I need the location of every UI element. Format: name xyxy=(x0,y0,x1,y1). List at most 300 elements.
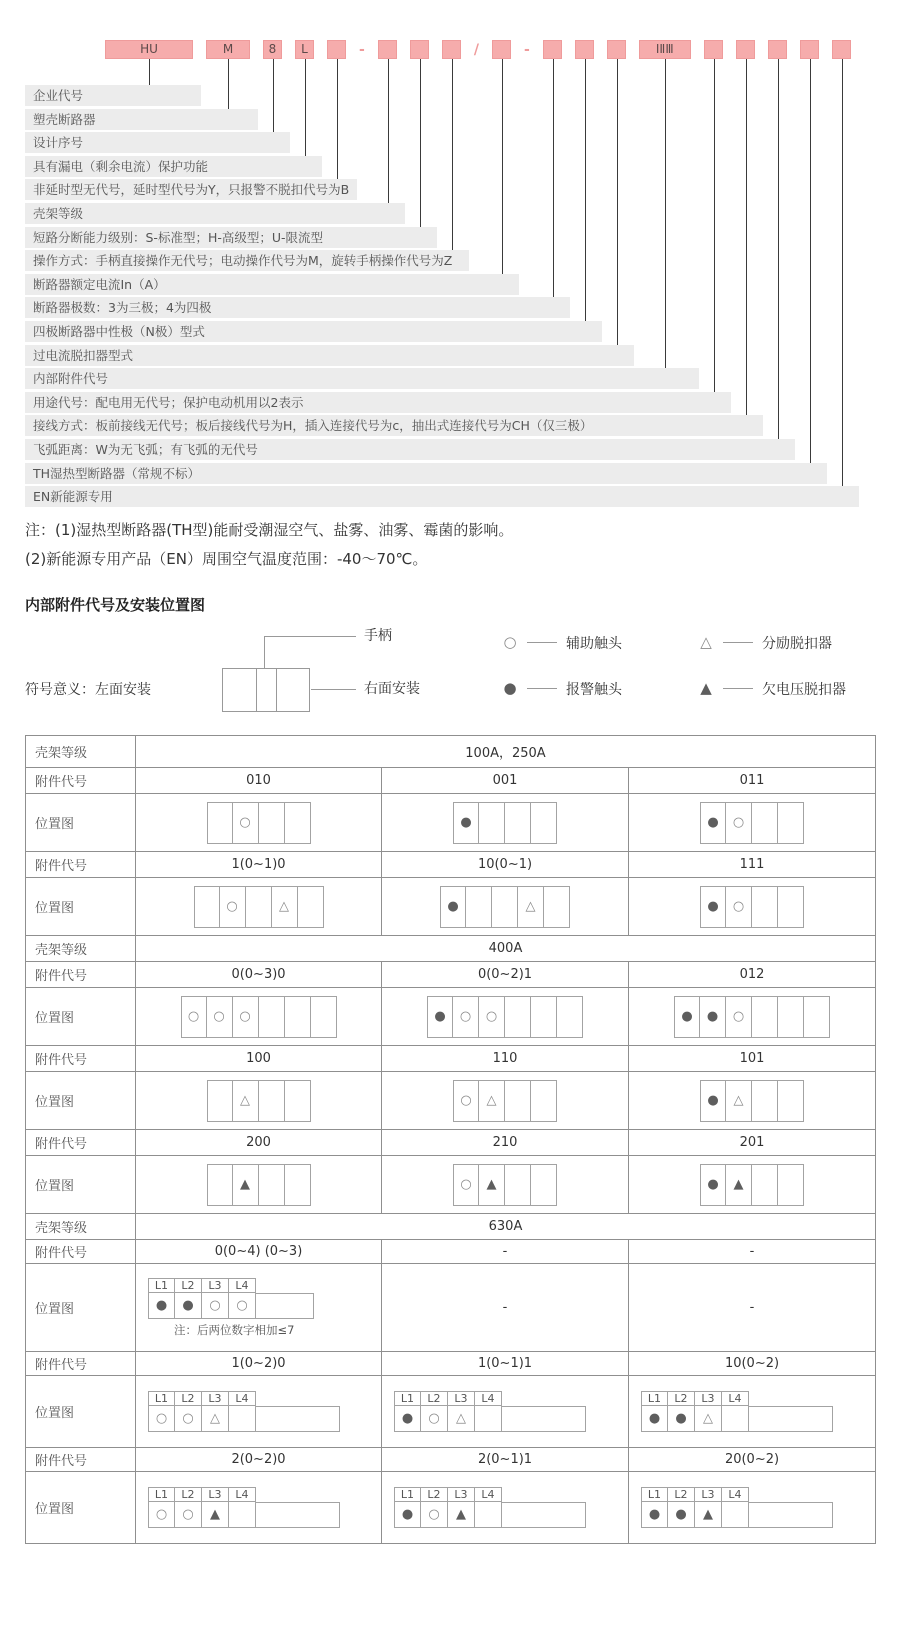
frame-grade-value: 100A，250A xyxy=(136,736,876,768)
code-separator: - xyxy=(359,41,365,58)
compartment xyxy=(479,1080,505,1122)
accessory-code-value: 0(0~3)0 xyxy=(136,962,382,988)
row-header-cell: 位置图 xyxy=(26,1472,136,1544)
code-box-L: L xyxy=(295,40,314,59)
compartment xyxy=(778,886,804,928)
symbol-meaning-label: 符号意义：左面安装 xyxy=(25,682,151,698)
shunt-release-symbol: △ xyxy=(240,1093,250,1108)
accessory-code-value: 10(0~2) xyxy=(629,1352,876,1376)
alarm-contact-symbol: ● xyxy=(182,1297,194,1313)
compartment xyxy=(804,996,830,1038)
alarm-contact-symbol: ● xyxy=(681,1009,693,1024)
nomenclature-label: 具有漏电（剩余电流）保护功能 xyxy=(25,156,322,177)
pole-header-cell: L2 xyxy=(668,1487,695,1502)
pole-header-cell: L3 xyxy=(695,1487,722,1502)
aux-contact-symbol: ○ xyxy=(209,1297,221,1313)
frame-grade-value: 400A xyxy=(136,936,876,962)
shunt-release-symbol: △ xyxy=(525,899,536,914)
undervoltage-release-symbol: ▲ xyxy=(456,1507,466,1522)
aux-contact-symbol: ○ xyxy=(732,899,745,914)
row-header-cell: 位置图 xyxy=(26,988,136,1046)
accessory-code-value: 1(0~1)1 xyxy=(382,1352,629,1376)
accessory-code-value: 0(0~2)1 xyxy=(382,962,629,988)
position-diagram-cell xyxy=(382,1156,629,1214)
pole-header-cell: L3 xyxy=(202,1278,229,1293)
aux-contact-symbol: ○ xyxy=(226,899,238,914)
position-diagram xyxy=(440,886,570,928)
position-diagram-cell xyxy=(136,1156,382,1214)
shunt-release-symbol: △ xyxy=(456,1411,466,1426)
position-diagram-cell xyxy=(629,988,876,1046)
row-header-cell: 壳架等级 xyxy=(26,936,136,962)
handle-label: 手柄 xyxy=(364,628,392,644)
connector-line xyxy=(305,59,306,156)
compartment xyxy=(531,802,557,844)
row-header-cell: 附件代号 xyxy=(26,1448,136,1472)
code-separator: / xyxy=(473,41,479,58)
compartment xyxy=(259,996,285,1038)
alarm-contact-symbol: ● xyxy=(460,815,472,830)
pole-header-cell: L2 xyxy=(668,1391,695,1406)
position-diagram-cell xyxy=(382,1072,629,1130)
accessory-code-value: 012 xyxy=(629,962,876,988)
compartment xyxy=(700,1164,726,1206)
row-header-cell: 附件代号 xyxy=(26,1352,136,1376)
connector-line xyxy=(585,59,586,321)
nomenclature-label: 接线方式：板前接线无代号；板后接线代号为H，插入连接代号为c，抽出式连接代号为CH（仅三极） xyxy=(25,415,763,436)
position-diagram xyxy=(207,1164,311,1206)
compartment-tail xyxy=(256,1406,340,1432)
position-diagram-4pole xyxy=(148,1487,340,1528)
pole-header-cell: L3 xyxy=(202,1487,229,1502)
compartment xyxy=(394,1502,421,1528)
compartment xyxy=(148,1502,175,1528)
compartment xyxy=(229,1293,256,1319)
compartment xyxy=(726,996,752,1038)
frame-grade-value: 630A xyxy=(136,1214,876,1240)
pole-header-cell: L1 xyxy=(641,1487,668,1502)
row-header-cell: 位置图 xyxy=(26,1156,136,1214)
alarm-contact-symbol: ● xyxy=(401,1411,414,1426)
compartment xyxy=(492,886,518,928)
pole-header-cell: L2 xyxy=(421,1391,448,1406)
code-box-blank xyxy=(575,40,594,59)
compartment xyxy=(726,886,752,928)
code-box-blank xyxy=(607,40,626,59)
compartment xyxy=(448,1406,475,1432)
legend-item xyxy=(698,679,846,698)
compartment-tail xyxy=(749,1406,833,1432)
pole-header-cell: L4 xyxy=(475,1391,502,1406)
accessory-code-value: 200 xyxy=(136,1130,382,1156)
compartment xyxy=(229,1502,256,1528)
alarm-contact-symbol: ● xyxy=(707,899,719,914)
pole-header-cell: L2 xyxy=(421,1487,448,1502)
legend-item-label: 分励脱扣器 xyxy=(762,635,832,652)
legend-item xyxy=(502,679,698,698)
compartment xyxy=(695,1406,722,1432)
compartment xyxy=(466,886,492,928)
diagram-note: 注：后两位数字相加≤7 xyxy=(174,1322,295,1337)
code-box-blank xyxy=(327,40,346,59)
nomenclature-label: 过电流脱扣器型式 xyxy=(25,345,634,366)
alarm-contact-symbol: ● xyxy=(648,1507,661,1522)
position-diagram xyxy=(194,886,324,928)
row-header-cell: 位置图 xyxy=(26,1264,136,1352)
aux-contact-symbol: ○ xyxy=(428,1411,440,1426)
position-diagram-cell xyxy=(629,794,876,852)
compartment xyxy=(421,1406,448,1432)
compartment xyxy=(233,802,259,844)
compartment xyxy=(752,886,778,928)
code-box-blank xyxy=(736,40,755,59)
legend-item-label: 欠电压脱扣器 xyxy=(762,681,846,698)
compartment xyxy=(259,802,285,844)
legend-dash xyxy=(527,642,557,643)
compartment-tail xyxy=(502,1502,586,1528)
code-box-blank xyxy=(378,40,397,59)
compartment xyxy=(722,1406,749,1432)
alarm-contact-symbol: ● xyxy=(503,679,517,697)
nomenclature-label: 断路器极数：3为三极；4为四极 xyxy=(25,297,570,318)
compartment xyxy=(475,1406,502,1432)
compartment xyxy=(207,802,233,844)
connector-line xyxy=(714,59,715,392)
code-separator: - xyxy=(523,41,530,58)
pole-header-cell: L3 xyxy=(448,1391,475,1406)
compartment xyxy=(440,886,466,928)
alarm-contact-symbol: ● xyxy=(707,1177,719,1192)
compartment xyxy=(148,1406,175,1432)
accessory-table-body xyxy=(26,736,876,1544)
position-diagram xyxy=(207,802,311,844)
alarm-contact-symbol: ● xyxy=(706,1009,719,1024)
connector-line xyxy=(842,59,843,486)
row-header-cell: 附件代号 xyxy=(26,852,136,878)
nomenclature-label: 操作方式：手柄直接操作无代号；电动操作代号为M，旋转手柄操作代号为Z xyxy=(25,250,469,271)
position-diagram-cell xyxy=(136,878,382,936)
compartment xyxy=(311,996,337,1038)
connector-line xyxy=(746,59,747,415)
aux-contact-symbol: ○ xyxy=(182,1411,194,1426)
aux-contact-symbol: ○ xyxy=(213,1009,225,1024)
breaker-outline-diagram xyxy=(222,668,310,712)
compartment xyxy=(505,802,531,844)
pole-header-cell: L4 xyxy=(722,1391,749,1406)
alarm-contact-symbol: ● xyxy=(707,1093,719,1108)
symbol-legend xyxy=(502,633,846,698)
compartment xyxy=(641,1502,668,1528)
pole-header-cell: L3 xyxy=(448,1487,475,1502)
position-diagram-cell xyxy=(629,1072,876,1130)
compartment xyxy=(531,1080,557,1122)
position-diagram-cell xyxy=(136,1264,382,1352)
compartment xyxy=(479,802,505,844)
code-box-blank xyxy=(442,40,461,59)
compartment xyxy=(726,1164,752,1206)
position-diagram-cell xyxy=(629,878,876,936)
connector-line xyxy=(149,59,150,85)
position-diagram-4pole xyxy=(394,1487,586,1528)
connector-line xyxy=(273,59,274,132)
row-header-cell: 壳架等级 xyxy=(26,1214,136,1240)
position-diagram-cell xyxy=(382,988,629,1046)
accessory-table xyxy=(25,735,876,1544)
code-box-blank xyxy=(410,40,429,59)
compartment xyxy=(427,996,453,1038)
accessory-code-value: 110 xyxy=(382,1046,629,1072)
compartment-tail xyxy=(256,1293,314,1319)
compartment xyxy=(505,1080,531,1122)
connector-line xyxy=(553,59,554,297)
position-diagram-cell xyxy=(136,988,382,1046)
position-diagram-cell xyxy=(382,878,629,936)
connector-line xyxy=(337,59,338,179)
code-box-8: 8 xyxy=(263,40,282,59)
position-diagram xyxy=(453,1080,557,1122)
nomenclature-label: 企业代号 xyxy=(25,85,201,106)
code-box-HU: HU xyxy=(105,40,193,59)
row-header-cell: 附件代号 xyxy=(26,1240,136,1264)
accessory-code-value: 0(0~4) (0~3) xyxy=(136,1240,382,1264)
compartment xyxy=(285,996,311,1038)
accessory-code-value: 010 xyxy=(136,768,382,794)
compartment-tail xyxy=(256,1502,340,1528)
compartment xyxy=(674,996,700,1038)
legend-dash xyxy=(723,642,753,643)
pole-header-cell: L1 xyxy=(148,1278,175,1293)
compartment xyxy=(544,886,570,928)
position-diagram xyxy=(453,1164,557,1206)
section-title: 内部附件代号及安装位置图 xyxy=(25,596,206,614)
accessory-code-value: - xyxy=(382,1240,629,1264)
compartment xyxy=(557,996,583,1038)
code-box-blank xyxy=(543,40,562,59)
pole-header-cell: L1 xyxy=(148,1487,175,1502)
legend-item-label: 辅助触头 xyxy=(566,635,622,652)
pole-header-cell: L1 xyxy=(394,1391,421,1406)
accessory-code-value: 100 xyxy=(136,1046,382,1072)
accessory-code-value: 210 xyxy=(382,1130,629,1156)
position-diagram-cell xyxy=(382,1376,629,1448)
compartment xyxy=(479,1164,505,1206)
undervoltage-release-symbol: ▲ xyxy=(700,679,712,697)
compartment xyxy=(394,1406,421,1432)
alarm-contact-symbol: ● xyxy=(447,899,459,914)
code-box-M: M xyxy=(206,40,250,59)
compartment xyxy=(175,1293,202,1319)
alarm-contact-symbol: ● xyxy=(401,1507,414,1522)
shunt-release-symbol: △ xyxy=(700,633,712,651)
accessory-code-value: 111 xyxy=(629,852,876,878)
code-box-blank xyxy=(832,40,851,59)
aux-contact-symbol: ○ xyxy=(460,1177,472,1192)
pole-header-cell: L4 xyxy=(722,1487,749,1502)
compartment xyxy=(505,1164,531,1206)
aux-contact-symbol: ○ xyxy=(428,1507,440,1522)
note-line-2: (2)新能源专用产品（EN）周围空气温度范围：-40～70℃。 xyxy=(25,550,428,568)
row-header-cell: 附件代号 xyxy=(26,1130,136,1156)
connector-line xyxy=(228,59,229,109)
accessory-code-value: 20(0~2) xyxy=(629,1448,876,1472)
compartment xyxy=(475,1502,502,1528)
aux-contact-symbol: ○ xyxy=(239,1009,251,1024)
alarm-contact-symbol: ● xyxy=(675,1507,687,1522)
pole-header-cell: L2 xyxy=(175,1278,202,1293)
accessory-code-value: 2(0~2)0 xyxy=(136,1448,382,1472)
accessory-code-value: 1(0~1)0 xyxy=(136,852,382,878)
position-diagram-cell xyxy=(136,794,382,852)
row-header-cell: 附件代号 xyxy=(26,768,136,794)
position-diagram-cell xyxy=(136,1472,382,1544)
compartment xyxy=(695,1502,722,1528)
shunt-release-symbol: △ xyxy=(703,1411,713,1426)
pole-header-cell: L3 xyxy=(202,1391,229,1406)
compartment xyxy=(285,1080,311,1122)
compartment xyxy=(668,1406,695,1432)
accessory-code-value: - xyxy=(629,1240,876,1264)
compartment xyxy=(220,886,246,928)
shunt-release-symbol: △ xyxy=(279,899,289,914)
compartment xyxy=(148,1293,175,1319)
position-diagram-cell: - xyxy=(382,1264,629,1352)
code-box-blank xyxy=(768,40,787,59)
position-diagram xyxy=(700,802,804,844)
position-diagram xyxy=(700,1080,804,1122)
position-diagram-cell xyxy=(382,1472,629,1544)
nomenclature-label: 断路器额定电流In（A） xyxy=(25,274,519,295)
shunt-release-symbol: △ xyxy=(486,1093,497,1108)
pole-header-cell: L2 xyxy=(175,1487,202,1502)
nomenclature-label: 非延时型无代号，延时型代号为Y，只报警不脱扣代号为B xyxy=(25,179,357,200)
compartment xyxy=(726,1080,752,1122)
compartment xyxy=(421,1502,448,1528)
nomenclature-label: 塑壳断路器 xyxy=(25,109,258,130)
code-row xyxy=(105,40,851,59)
position-diagram xyxy=(427,996,583,1038)
shunt-release-symbol: △ xyxy=(210,1411,220,1426)
nomenclature-label: 用途代号：配电用无代号；保护电动机用以2表示 xyxy=(25,392,731,413)
pole-header-cell: L4 xyxy=(229,1391,256,1406)
accessory-code-value: 011 xyxy=(629,768,876,794)
row-header-cell: 壳架等级 xyxy=(26,736,136,768)
compartment xyxy=(233,1164,259,1206)
accessory-code-value: 001 xyxy=(382,768,629,794)
compartment xyxy=(285,1164,311,1206)
pole-header-cell: L4 xyxy=(229,1487,256,1502)
aux-contact-symbol: ○ xyxy=(460,1093,472,1108)
position-diagram xyxy=(207,1080,311,1122)
alarm-contact-symbol: ● xyxy=(675,1411,687,1426)
compartment xyxy=(641,1406,668,1432)
compartment-tail xyxy=(502,1406,586,1432)
compartment xyxy=(259,1080,285,1122)
aux-contact-symbol: ○ xyxy=(182,1507,194,1522)
position-diagram-cell: - xyxy=(629,1264,876,1352)
compartment xyxy=(518,886,544,928)
nomenclature-label: TH湿热型断路器（常规不标） xyxy=(25,463,827,484)
compartment xyxy=(259,1164,285,1206)
compartment xyxy=(479,996,505,1038)
alarm-contact-symbol: ● xyxy=(648,1411,661,1426)
row-header-cell: 附件代号 xyxy=(26,1046,136,1072)
row-header-cell: 附件代号 xyxy=(26,962,136,988)
accessory-code-value: 10(0~1) xyxy=(382,852,629,878)
position-diagram-cell xyxy=(629,1376,876,1448)
note-line-1: 注：(1)湿热型断路器(TH型)能耐受潮湿空气、盐雾、油雾、霉菌的影响。 xyxy=(25,521,514,539)
position-diagram xyxy=(700,1164,804,1206)
nomenclature-label: 壳架等级 xyxy=(25,203,405,224)
undervoltage-release-symbol: ▲ xyxy=(703,1507,713,1522)
nomenclature-label: 短路分断能力级别：S-标准型；H-高级型；U-限流型 xyxy=(25,227,437,248)
handle-pointer-line-h xyxy=(264,636,356,637)
position-diagram-cell xyxy=(136,1376,382,1448)
compartment xyxy=(202,1406,229,1432)
connector-line xyxy=(778,59,779,439)
compartment xyxy=(202,1293,229,1319)
compartment xyxy=(726,802,752,844)
undervoltage-release-symbol: ▲ xyxy=(486,1177,497,1192)
nomenclature-label: 设计序号 xyxy=(25,132,290,153)
compartment xyxy=(207,1164,233,1206)
position-diagram xyxy=(700,886,804,928)
pole-header-cell: L1 xyxy=(148,1391,175,1406)
connector-line xyxy=(665,59,666,368)
position-diagram-4pole xyxy=(148,1278,314,1338)
pole-header-cell: L1 xyxy=(641,1391,668,1406)
compartment xyxy=(453,996,479,1038)
accessory-code-value: 101 xyxy=(629,1046,876,1072)
compartment xyxy=(207,996,233,1038)
alarm-contact-symbol: ● xyxy=(434,1009,446,1024)
compartment xyxy=(207,1080,233,1122)
compartment xyxy=(181,996,207,1038)
compartment xyxy=(700,886,726,928)
pole-header-cell: L3 xyxy=(695,1391,722,1406)
compartment xyxy=(531,996,557,1038)
shunt-release-symbol: △ xyxy=(733,1093,744,1108)
compartment xyxy=(700,1080,726,1122)
connector-line xyxy=(502,59,503,274)
compartment xyxy=(298,886,324,928)
connector-line xyxy=(388,59,389,203)
aux-contact-symbol: ○ xyxy=(503,633,517,651)
alarm-contact-symbol: ● xyxy=(707,815,719,830)
breaker-divider xyxy=(276,669,277,711)
compartment-tail xyxy=(749,1502,833,1528)
code-box-blank xyxy=(704,40,723,59)
aux-contact-symbol: ○ xyxy=(187,1009,200,1024)
position-diagram xyxy=(674,996,830,1038)
aux-contact-symbol: ○ xyxy=(485,1009,498,1024)
legend-dash xyxy=(527,688,557,689)
undervoltage-release-symbol: ▲ xyxy=(733,1177,744,1192)
aux-contact-symbol: ○ xyxy=(732,815,745,830)
pole-header-cell: L1 xyxy=(394,1487,421,1502)
position-diagram-cell xyxy=(629,1156,876,1214)
pole-header-cell: L4 xyxy=(475,1487,502,1502)
position-diagram-cell xyxy=(629,1472,876,1544)
right-install-line xyxy=(311,689,356,690)
connector-line xyxy=(420,59,421,227)
aux-contact-symbol: ○ xyxy=(239,815,251,830)
compartment xyxy=(448,1502,475,1528)
compartment xyxy=(175,1502,202,1528)
handle-pointer-line-v xyxy=(264,636,265,669)
accessory-code-value: 1(0~2)0 xyxy=(136,1352,382,1376)
position-diagram-4pole xyxy=(148,1391,340,1432)
connector-line xyxy=(810,59,811,463)
